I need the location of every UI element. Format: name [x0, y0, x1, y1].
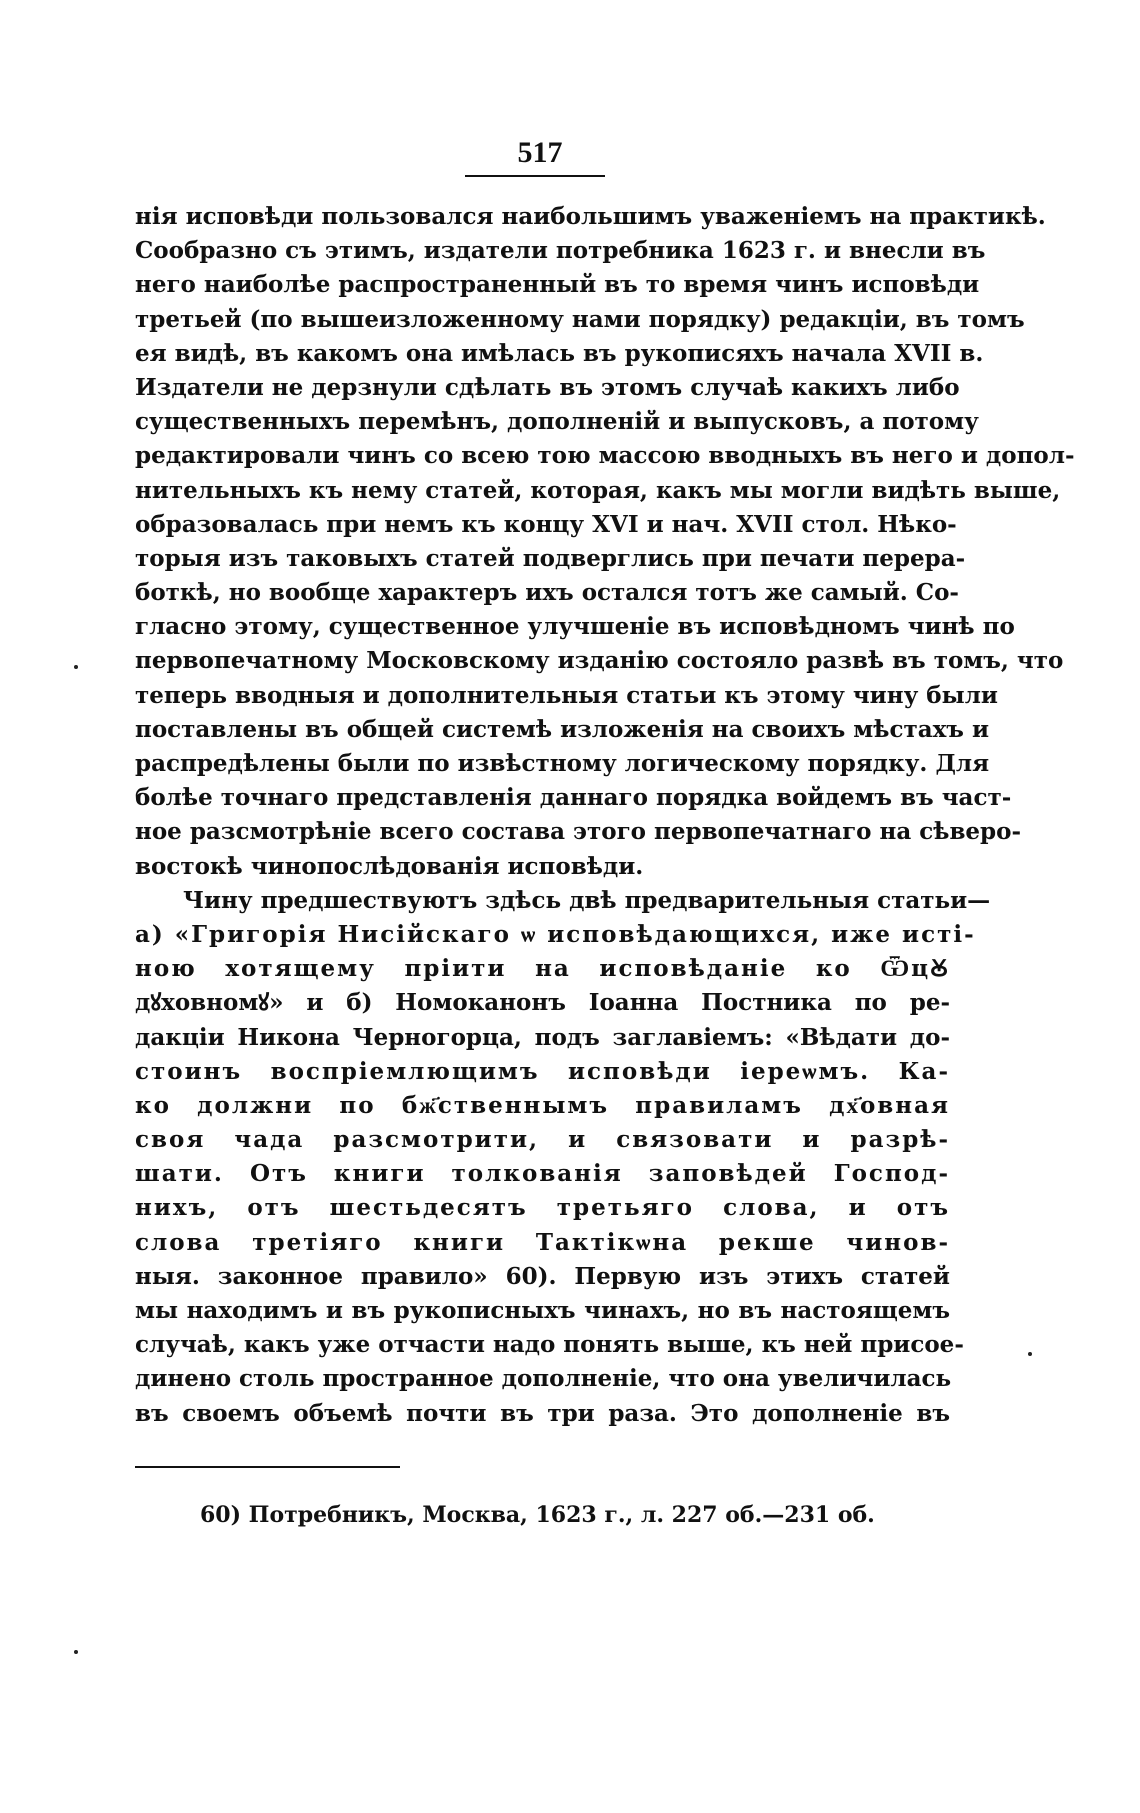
text-line: ея видѣ, въ какомъ она имѣлась въ рукописяхъ начала XVII в. — [135, 339, 984, 367]
footnote: 60) Потребникъ, Москва, 1623 г., л. 227 об.—231 об. — [200, 1502, 875, 1528]
text-line: ною хотящему пріити на исповѣданіе ко ѾцꙊ — [135, 955, 950, 983]
text-line: а) «Григорія Нисійскаго ѡ исповѣдающихся, иже исті- — [135, 920, 976, 948]
text-line: слова третіяго книги Тактікѡна рекше чинов- — [135, 1228, 950, 1256]
text-line: динено столь пространное дополненіе, что она увеличилась — [135, 1365, 952, 1393]
text-line: редактировали чинъ со всею тою массою вводныхъ въ него и допол- — [135, 442, 1075, 470]
text-line: поставлены въ общей системѣ изложенія на своихъ мѣстахъ и — [135, 715, 990, 743]
text-line: востокѣ чинопослѣдованія исповѣди. — [135, 852, 644, 880]
text-line: торыя изъ таковыхъ статей подверглись при печати перера- — [135, 544, 966, 572]
text-line: Издатели не дерзнули сдѣлать въ этомъ случаѣ какихъ либо — [135, 373, 960, 401]
margin-speck — [74, 1650, 78, 1654]
text-line: ко должни по бж҃ственнымъ правиламъ дх҃овная — [135, 1091, 950, 1119]
text-line: Сообразно съ этимъ, издатели потребника 1623 г. и внесли въ — [135, 237, 986, 265]
margin-speck — [74, 665, 78, 669]
text-line: мы находимъ и въ рукописныхъ чинахъ, но въ настоящемъ — [135, 1297, 950, 1324]
text-line: третьей (по вышеизложенному нами порядку) редакціи, въ томъ — [135, 305, 1025, 333]
text-line: существенныхъ перемѣнъ, дополненій и выпусковъ, а потому — [135, 408, 979, 436]
text-line: болѣе точнаго представленія даннаго порядка войдемъ въ част- — [135, 784, 1012, 812]
text-line: ное разсмотрѣніе всего состава этого первопечатнаго на сѣверо- — [135, 818, 1022, 846]
header-rule — [465, 175, 605, 177]
text-line: нихъ, отъ шестьдесятъ третьяго слова, и отъ — [135, 1194, 950, 1222]
margin-speck — [1028, 1352, 1032, 1356]
body-text — [135, 200, 1075, 1431]
text-line: ныя. законное правило» 60). Первую изъ этихъ статей — [135, 1262, 950, 1290]
text-line: въ своемъ объемѣ почти въ три раза. Это дополненіе въ — [135, 1399, 950, 1427]
footnote-rule — [135, 1466, 400, 1468]
text-line: шати. Отъ книги толкованія заповѣдей Господ- — [135, 1160, 950, 1188]
text-line: своя чада разсмотрити, и связовати и разрѣ- — [135, 1126, 950, 1154]
text-line: гласно этому, существенное улучшеніе въ исповѣдномъ чинѣ по — [135, 613, 1015, 641]
text-line: Чину предшествуютъ здѣсь двѣ предварительныя статьи— — [183, 886, 991, 914]
text-line: образовалась при немъ къ концу XVI и нач. XVII стол. Нѣко- — [135, 510, 957, 538]
text-line: него наиболѣе распространенный въ то время чинъ исповѣди — [135, 271, 980, 299]
text-line: случаѣ, какъ уже отчасти надо понять выше, къ ней присое- — [135, 1331, 964, 1359]
text-line: дакціи Никона Черногорца, подъ заглавіемъ: «Вѣдати до- — [135, 1023, 950, 1051]
text-line: теперь вводныя и дополнительныя статьи къ этому чину были — [135, 681, 998, 709]
text-line: первопечатному Московскому изданію состояло развѣ въ томъ, что — [135, 647, 1064, 675]
text-line: распредѣлены были по извѣстному логическому порядку. Для — [135, 750, 990, 777]
page-number: 517 — [517, 136, 563, 169]
text-line: дꙋховномꙋ» и б) Номоканонъ Іоанна Постника по ре- — [135, 989, 950, 1017]
text-line: нительныхъ къ нему статей, которая, какъ мы могли видѣть выше, — [135, 476, 1061, 504]
text-line: боткѣ, но вообще характеръ ихъ остался тотъ же самый. Со- — [135, 579, 959, 607]
text-line: стоинъ воспріемлющимъ исповѣди іереѡмъ. Ка- — [135, 1057, 950, 1085]
text-line: нія исповѣди пользовался наибольшимъ уваженіемъ на практикѣ. — [135, 203, 1046, 230]
